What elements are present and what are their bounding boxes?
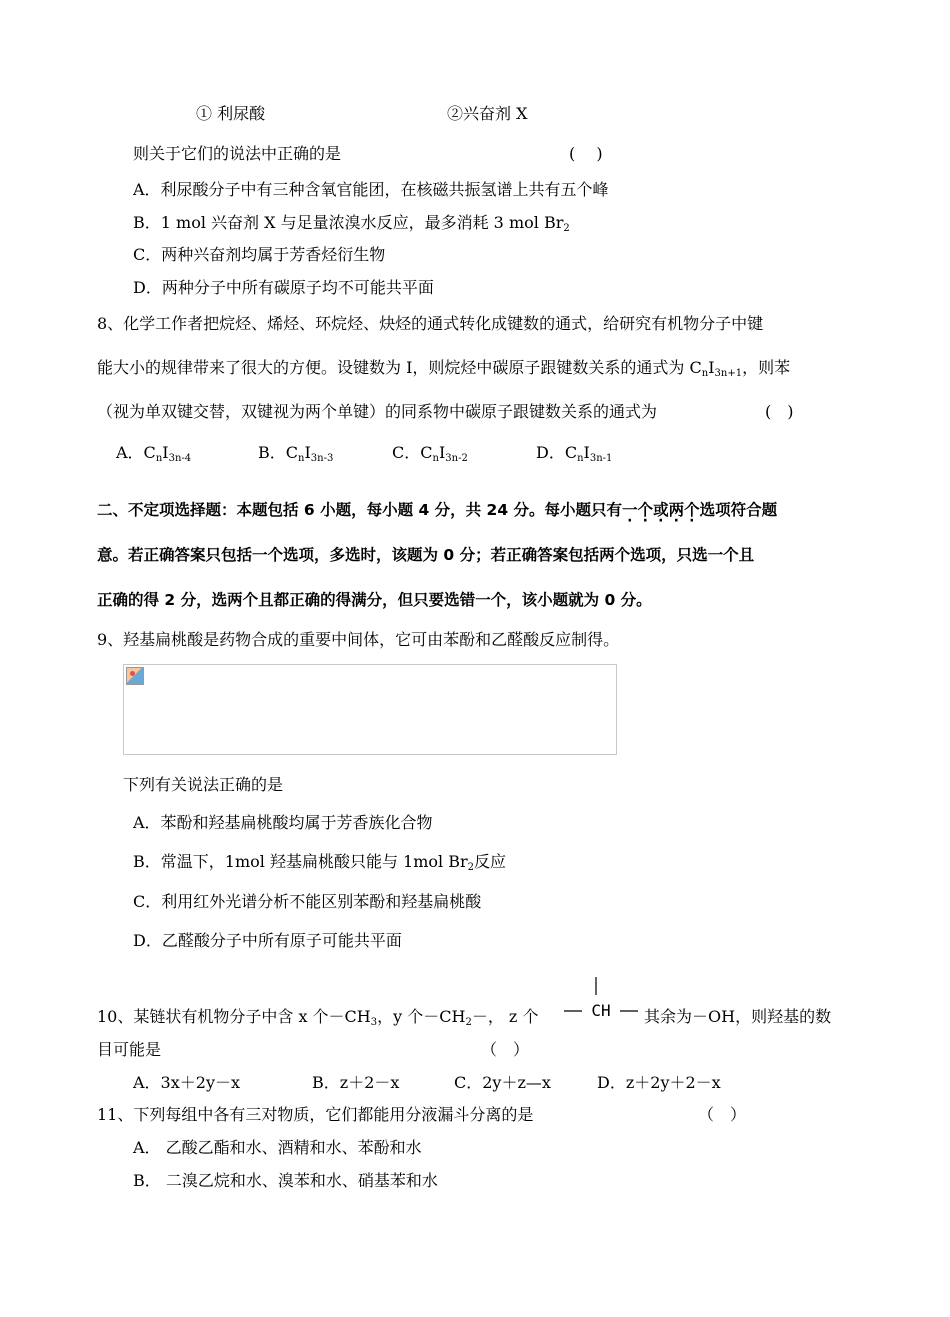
ch-label: CH (591, 1001, 611, 1020)
q9-option-c: C．利用红外光谱分析不能区别苯酚和羟基扁桃酸 (133, 892, 482, 911)
q8-line-3: （视为单双键交替，双键视为两个单键）的同系物中碳原子跟键数关系的通式为 (97, 402, 658, 421)
q10-option-d: D．z＋2y＋2－x (597, 1073, 721, 1092)
q9-option-d: D．乙醛酸分子中所有原子可能共平面 (133, 931, 402, 950)
q11-stem: 11、下列每组中各有三对物质，它们都能用分液漏斗分离的是 (97, 1105, 534, 1124)
section2-instruction-line-3: 正确的得 2 分，选两个且都正确的得满分，但只要选错一个，该小题就为 0 分。 (97, 591, 652, 609)
q10-option-c: C．2y＋z—x (454, 1073, 551, 1092)
methine-group-structure (564, 975, 640, 1035)
q7-option-b: B．1 mol 兴奋剂 X 与足量浓溴水反应，最多消耗 3 mol $Br_2$ (133, 213, 570, 234)
q8-option-a: A．$C_nI_{3n-4}$ (116, 443, 192, 464)
q9-sub-stem: 下列有关说法正确的是 (123, 775, 284, 794)
q8-answer-paren: ( ) (765, 402, 794, 421)
q10-line-1-right: 其余为－OH，则羟基的数 (644, 1007, 832, 1026)
q7-option-c: C．两种兴奋剂均属于芳香烃衍生物 (133, 245, 386, 264)
reaction-image-placeholder (123, 664, 617, 755)
q9-option-b: B．常温下，1mol 羟基扁桃酸只能与 1mol $Br_2$反应 (133, 852, 507, 873)
q11-option-a: A． 乙酸乙酯和水、酒精和水、苯酚和水 (133, 1138, 422, 1157)
q7-option-a: A．利尿酸分子中有三种含氧官能团，在核磁共振氢谱上共有五个峰 (133, 180, 609, 199)
q8-line-2: 能大小的规律带来了很大的方便。设键数为 I，则烷烃中碳原子跟键数关系的通式为 $C_nI_{3n+1}$，则苯 (97, 358, 791, 379)
broken-image-icon (126, 667, 144, 685)
q10-answer-paren: （ ） (481, 1040, 530, 1059)
q9-option-a: A．苯酚和羟基扁桃酸均属于芳香族化合物 (133, 813, 433, 832)
q10-line-1-left: 10、某链状有机物分子中含 x 个$-CH_3$，y 个$-CH_2-$， z 个 (97, 1007, 539, 1028)
q10-line-2: 目可能是 (97, 1040, 162, 1059)
q11-option-b: B． 二溴乙烷和水、溴苯和水、硝基苯和水 (133, 1171, 438, 1190)
section2-instruction-line-1: 二、不定项选择题：本题包括 6 小题，每小题 4 分，共 24 分。每小题只有一个或两个选项符合题 (97, 501, 778, 519)
q7-answer-paren: ( ) (569, 144, 603, 163)
q11-answer-paren: （ ） (698, 1105, 747, 1124)
q7-option-d: D．两种分子中所有碳原子均不可能共平面 (133, 278, 434, 297)
compound-label-2: ②兴奋剂 X (447, 104, 528, 123)
q10-option-b: B．z＋2－x (312, 1073, 400, 1092)
q8-option-b: B．$C_nI_{3n-3}$ (258, 443, 334, 464)
q8-option-d: D．$C_nI_{3n-1}$ (536, 443, 613, 464)
q7-stem: 则关于它们的说法中正确的是 (133, 144, 342, 163)
q10-option-a: A．3x＋2y－x (133, 1073, 241, 1092)
q9-stem: 9、羟基扁桃酸是药物合成的重要中间体，它可由苯酚和乙醛酸反应制得。 (97, 630, 620, 649)
compound-label-1: ① 利尿酸 (196, 104, 266, 123)
section2-instruction-line-2: 意。若正确答案只包括一个选项，多选时，该题为 0 分；若正确答案包括两个选项，只选一个且 (97, 546, 755, 564)
q8-line-1: 8、化学工作者把烷烃、烯烃、环烷烃、炔烃的通式转化成键数的通式，给研究有机物分子中键 (97, 314, 764, 333)
q8-option-c: C．$C_nI_{3n-2}$ (392, 443, 468, 464)
